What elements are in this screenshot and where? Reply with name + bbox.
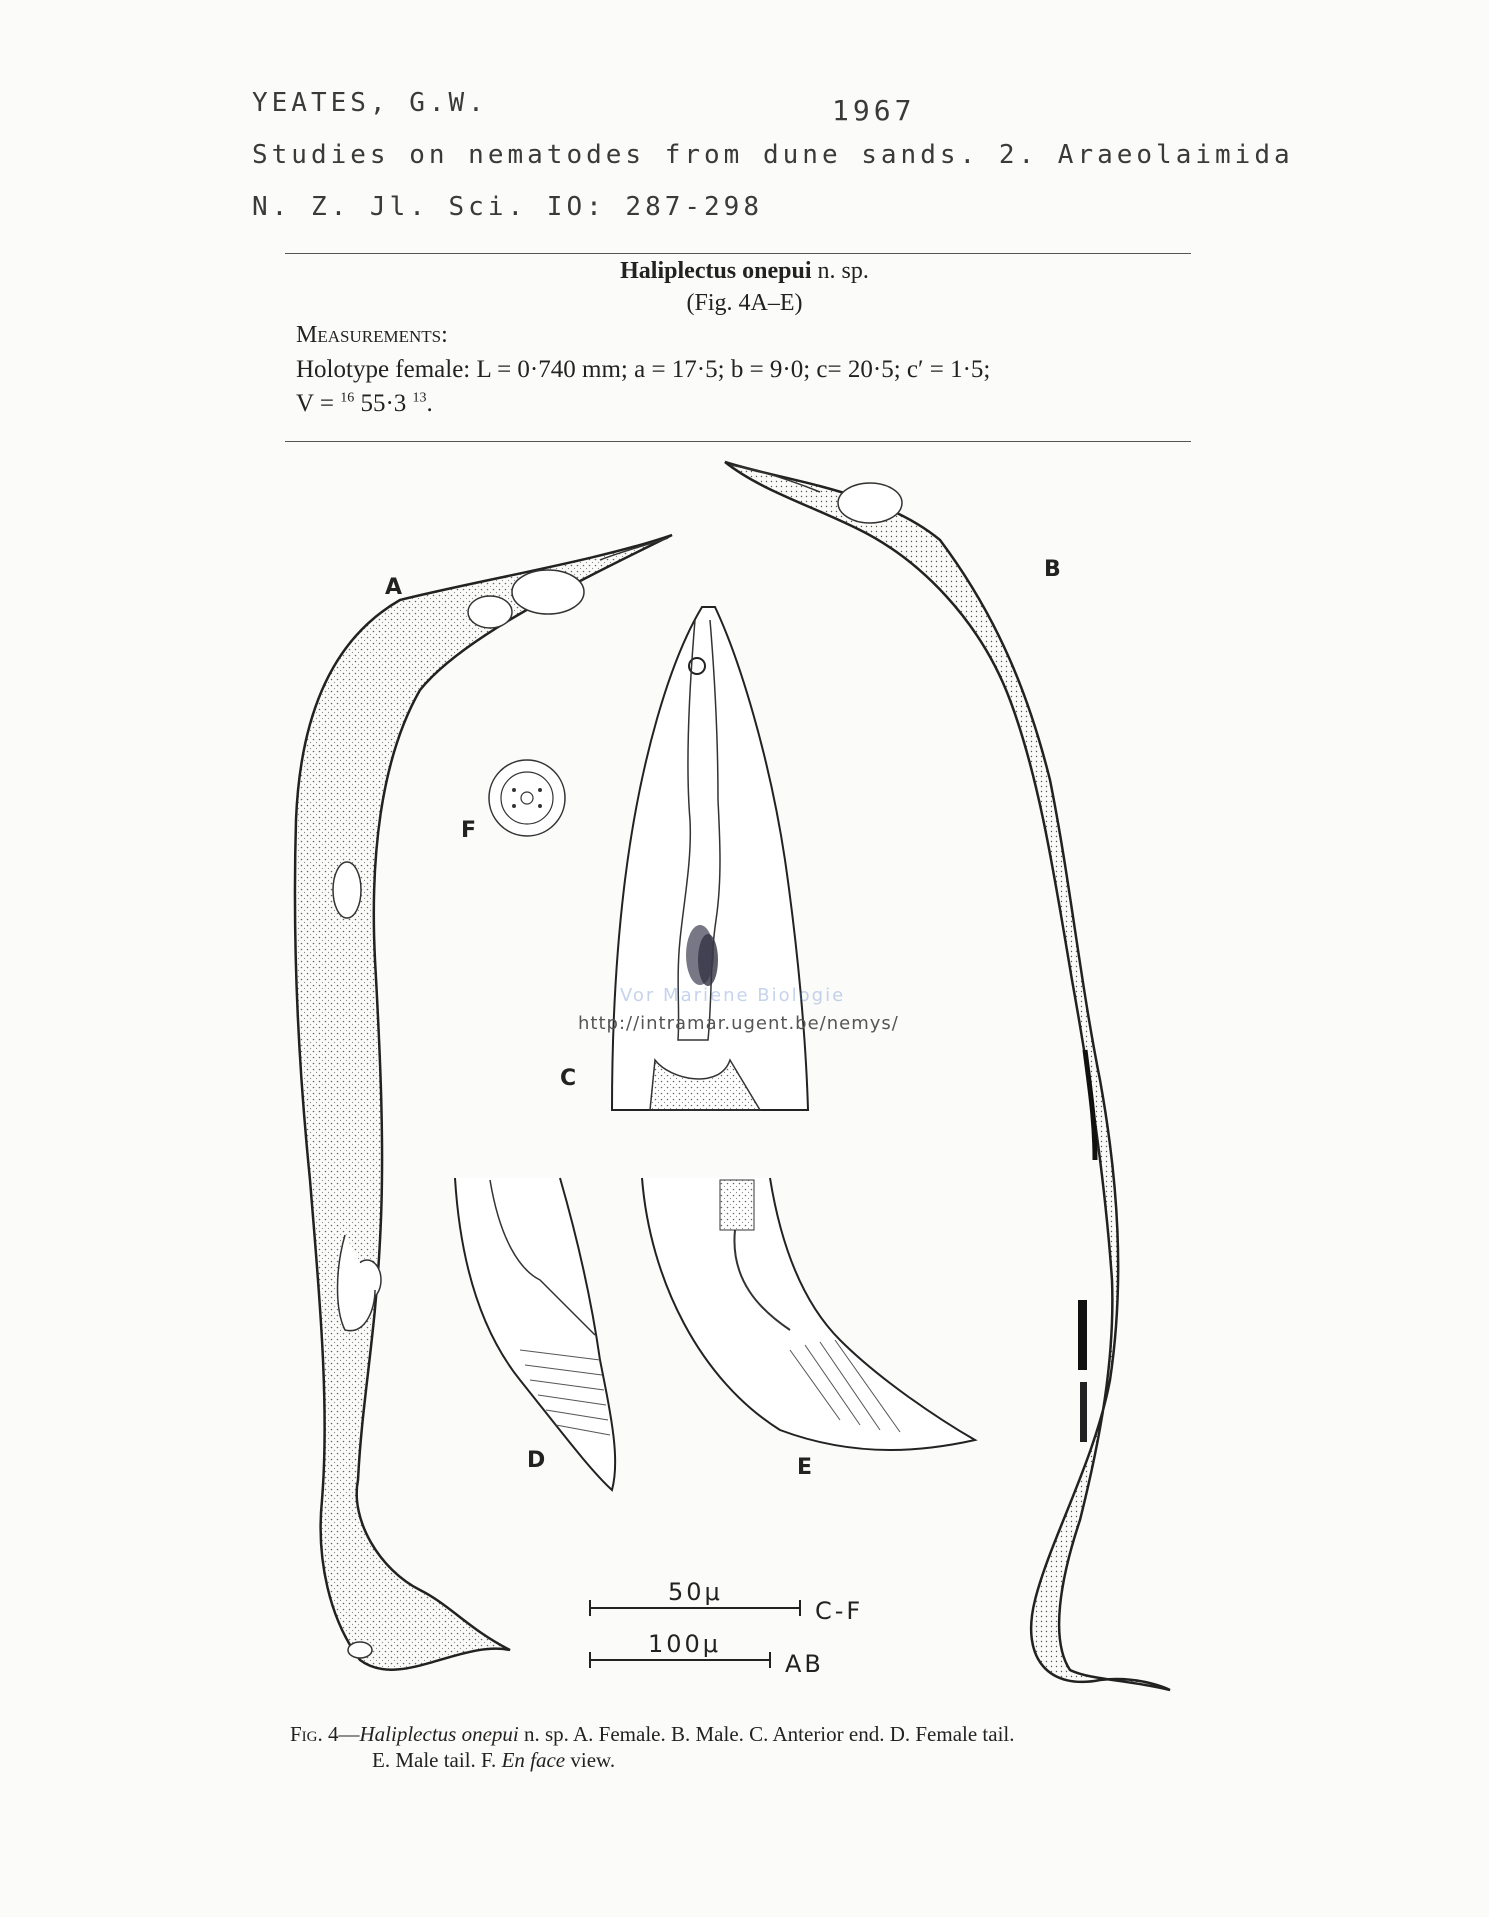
label-a: A: [385, 575, 403, 600]
measurements-line-1: Holotype female: L = 0·740 mm; a = 17·5; b = 9·0; c= 20·5; c′ = 1·5;: [296, 356, 991, 383]
label-f: F: [461, 818, 477, 843]
author: YEATES, G.W.: [252, 88, 488, 118]
watermark-url: http://intramar.ugent.be/nemys/: [578, 1013, 899, 1034]
scale-100-value: 100μ: [648, 1630, 722, 1658]
scale-50-value: 50μ: [668, 1578, 723, 1606]
year: 1967: [832, 94, 916, 127]
label-b: B: [1044, 557, 1061, 582]
species-name: Haliplectus onepui: [620, 258, 812, 284]
species-suffix: n. sp.: [817, 258, 869, 284]
label-e: E: [797, 1455, 813, 1480]
label-d: D: [527, 1448, 546, 1473]
citation-title: Studies on nematodes from dune sands. 2. Araeolaimida: [252, 140, 1294, 170]
caption-line-2: E. Male tail. F. En face view.: [372, 1748, 616, 1772]
watermark-text: Vor Mariene Biologie: [620, 985, 846, 1006]
specimen-e-male-tail: [642, 1178, 975, 1450]
specimen-c-anterior: [612, 607, 808, 1110]
caption-line-1: Fig. 4—Haliplectus onepui n. sp. A. Female. B. Male. C. Anterior end. D. Female tail.: [290, 1722, 1015, 1746]
figure-ref: (Fig. 4A–E): [686, 290, 803, 316]
measurements-heading: Measurements:: [296, 322, 448, 348]
specimen-f-en-face: [489, 760, 565, 836]
label-c: C: [560, 1066, 577, 1091]
specimen-d-female-tail: [455, 1178, 615, 1490]
scale-100-target: AB: [785, 1650, 824, 1678]
citation-journal: N. Z. Jl. Sci. IO: 287-298: [252, 192, 763, 222]
measurements-line-2: V = $^{16}$ 55·3 $^{13}$.: [296, 390, 433, 417]
scale-50-target: C-F: [815, 1597, 864, 1625]
